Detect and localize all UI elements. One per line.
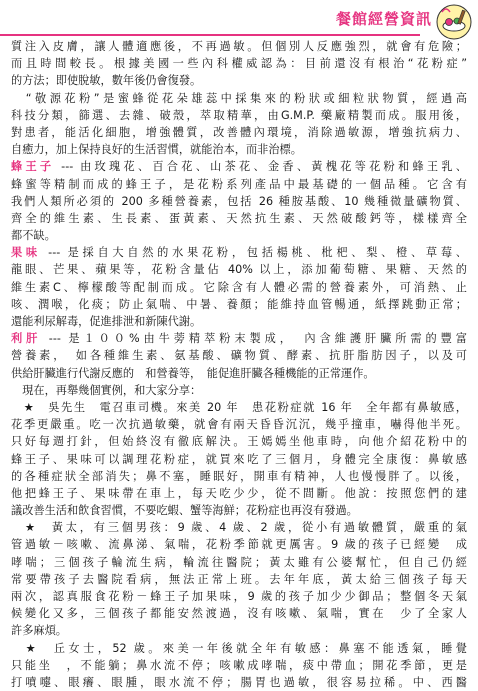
text-line	[11, 605, 467, 622]
line-text: ★ 吳先生 電召車司機。來美 20 年 患花粉症就 16 年 全年都有鼻敏感，	[11, 400, 467, 414]
line-text: 營養素， 如各種維生素、氨基酸、礦物質、酵素、抗肝脂肪因子，以及可	[11, 349, 467, 363]
text-line	[11, 382, 467, 399]
text-line	[11, 55, 467, 72]
header-rule	[0, 34, 420, 36]
line-text: 議改善生活和飲食習慣，不要吃蝦、蟹等海鮮；花粉症也再沒有發過。	[11, 504, 358, 518]
line-text: 蜂王子、果味可以調理花粉症，就買來吃了三個月，身體完全康復：鼻敏感	[11, 452, 467, 466]
line-text: 許多麻煩。	[11, 624, 67, 638]
food-illustration-icon	[434, 2, 474, 42]
text-line	[11, 107, 467, 124]
line-text: --- 是１００%由牛蒡精萃粉末製成， 內含維護肝臟所需的豐富	[41, 332, 467, 346]
text-line	[11, 554, 467, 571]
text-line	[11, 674, 467, 691]
line-text: 哮喘；三個孩子輪流生病，輪流往醫院；黃太雖有公婆幫忙，但自己仍經	[11, 555, 467, 569]
line-text: 自癒力，加上保持良好的生活習慣，就能治本，而非治標。	[11, 143, 302, 157]
text-line	[11, 227, 467, 244]
line-text: 而且時間較長。根據美國一些內科權威認為：目前還沒有根治“花粉症”	[11, 57, 467, 71]
article-body	[11, 38, 467, 691]
text-line	[11, 124, 467, 141]
text-line	[11, 502, 467, 519]
text-line	[11, 193, 467, 210]
line-text: 科技分類，篩選、去雜、破殼，萃取精華，由G.M.P. 藥廠精製而成。服用後，	[11, 108, 467, 122]
line-text: 我們人類所必須的 200 多種營養素，包括 26 種胺基酸、10 幾種微量礦物質、	[11, 194, 467, 208]
line-text: 他把蜂王子、果味帶在車上，每天吃少少，從不間斷。他說：按照您們的建	[11, 486, 467, 500]
line-text: 只好每週打針，但始終沒有徹底解決。王嫣嫣坐他車時，向他介紹花粉中的	[11, 435, 467, 449]
section-title: 餐館經營資訊	[335, 10, 432, 28]
text-line	[11, 261, 467, 278]
product-name-highlight: 蜂王子	[11, 160, 55, 174]
text-line	[11, 657, 467, 674]
line-text: 維生素C、檸檬酸等配制而成。它除含有人體必需的營養素外，可消熱、止	[11, 280, 467, 294]
text-line	[11, 640, 467, 657]
text-line	[11, 296, 467, 313]
text-line	[11, 433, 467, 450]
line-text: 常要帶孩子去醫院看病，無法正常上班。去年年底，黃太給三個孩子每天	[11, 572, 467, 586]
line-text: 對患者，能活化細胞，增強體質，改善體內環境，消除過敏源，增強抗病力、	[11, 125, 467, 139]
line-text: ★ 丘女士，52 歲。來美一年後就全年有敏感：鼻塞不能透氣，睡覺	[11, 641, 467, 655]
text-line	[11, 176, 467, 193]
text-line	[11, 485, 467, 502]
text-line	[11, 622, 467, 639]
line-text: 花季更嚴重。吃一次抗過敏藥，就會有兩天昏昏沉沉，幾乎撞車，嚇得他半死。	[11, 418, 467, 432]
line-text: 蜂蜜等精制而成的蜂王子，是花粉系列產品中最基礎的一個品種。它含有	[11, 177, 467, 191]
line-text: 候變化又多，三個孩子都能安然渡過，沒有咳嗽、氣喘，實在 少了全家人	[11, 607, 467, 621]
text-line	[11, 210, 467, 227]
line-text: 咳、潤喉，化痰；防止氣喘、中暑、養顏；能維持血管暢通，紙擇跳動正常；	[11, 297, 467, 311]
line-text: 打噴嚏、眼癢、眼腫，眼水流不停；腸胃也過敏，很容易拉稀。中、西醫	[11, 675, 467, 689]
line-text: 齊全的維生素、生長素、蛋黃素、天然抗生素、天然破酸鈣等，樣樣齊全	[11, 211, 467, 225]
line-text: 還能利尿解毒，促進排泄和新陳代謝。	[11, 315, 202, 328]
text-line	[11, 158, 467, 175]
line-text: 龍眼、芒果、蘋果等，花粉含量佔 40% 以上，添加葡萄糖、果糖、天然的	[11, 263, 467, 277]
text-line	[11, 141, 467, 158]
text-line	[11, 399, 467, 416]
text-line	[11, 244, 467, 261]
line-text: 只能坐 ，不能躺；鼻水流不停；咳嗽成哮喘，痰中帶血；開花季節，更是	[11, 658, 467, 672]
text-line	[11, 519, 467, 536]
line-text: ★ 黃太，有三個男孩：9 歲、4 歲、2 歲，從小有過敏體質，嚴重的氣	[11, 521, 467, 535]
product-name-highlight: 果味	[11, 246, 41, 260]
text-line	[11, 468, 467, 485]
line-text: 現在，再舉幾個實例，和大家分享：	[11, 383, 202, 397]
text-line	[11, 365, 467, 382]
text-line	[11, 588, 467, 605]
text-line	[11, 38, 467, 55]
text-line	[11, 330, 467, 347]
text-line	[11, 90, 467, 107]
text-line	[11, 416, 467, 433]
line-text: --- 由玫瑰花、百合花、山茶花、金香、黃槐花等花粉和蜂王乳、	[54, 160, 467, 174]
text-line	[11, 536, 467, 553]
line-text: 質注入皮膚，讓人體適應後，不再過敏。但個別人反應強烈，就會有危險；	[11, 40, 467, 53]
line-text: “敬源花粉”是蜜蜂從花朵雄蕊中採集來的粉狀或細粒狀物質，經過高	[11, 91, 467, 105]
line-text: --- 是採自大自然的水果花粉，包括楊桃、枇杷、梨、橙、草莓、	[40, 246, 467, 260]
line-text: 的方法；即使脫敏，數年後仍會復發。	[11, 74, 202, 88]
text-line	[11, 313, 467, 330]
line-text: 兩次，認真服食花粉－蜂王子加果味，9 歲的孩子加少少御品；整個冬天氣	[11, 590, 467, 603]
product-name-highlight: 利肝	[11, 332, 42, 346]
text-line	[11, 347, 467, 364]
text-line	[11, 72, 467, 89]
text-line	[11, 279, 467, 296]
line-text: 管過敏－咳嗽、流鼻涕、氣喘，花粉季節就更厲害。9 歲的孩子已經變 成	[11, 538, 467, 552]
text-line	[11, 571, 467, 588]
text-line	[11, 451, 467, 468]
line-text: 都不缺。	[11, 229, 56, 243]
line-text: 供給肝臟進行代謝反應的 和營養等， 能促進肝臟各種機能的正常運作。	[11, 366, 375, 380]
line-text: 的各種症狀全部消失；鼻不塞，睡眠好，開車有精神，人也慢慢胖了。以後，	[11, 469, 467, 483]
